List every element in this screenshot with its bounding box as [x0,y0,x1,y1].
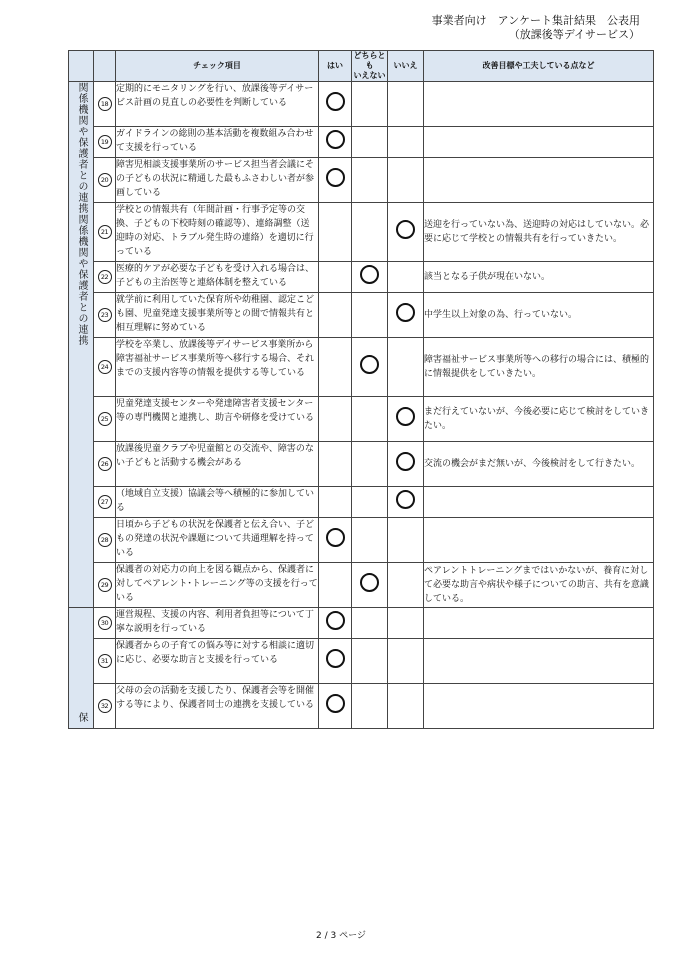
answer-no-cell [388,442,424,487]
header-yes: はい [319,51,352,82]
checklist-table [68,50,654,729]
answer-yes-cell [319,518,352,563]
answer-neutral-cell [352,293,388,338]
item-number-circle: 31 [98,654,112,668]
answer-no-cell [388,518,424,563]
check-item-text: 就学前に利用していた保育所や幼稚園、認定こども園、児童発達支援事業所等との間で情報共有と相互理解に努めている [116,293,319,338]
check-item-text: 運営規程、支援の内容、利用者負担等について丁寧な説明を行っている [116,608,319,639]
table-row [69,203,654,262]
document-title: 事業者向け アンケート集計結果 公表用 [431,14,640,27]
item-number [94,563,116,608]
answer-circle-mark [360,265,379,284]
table-row [69,563,654,608]
answer-no-cell [388,563,424,608]
improvement-note: 該当となる子供が現在いない。 [424,262,654,293]
answer-yes-cell [319,487,352,518]
item-number [94,82,116,127]
answer-yes-cell [319,563,352,608]
answer-neutral-cell [352,487,388,518]
item-number [94,397,116,442]
check-item-text: 日頃から子どもの状況を保護者と伝え合い、子どもの発達の状況や課題について共通理解を持っている [116,518,319,563]
answer-yes-cell [319,127,352,158]
answer-circle-mark [326,611,345,630]
answer-no-cell [388,639,424,684]
table-row [69,639,654,684]
answer-neutral-cell [352,262,388,293]
item-number [94,518,116,563]
item-number-circle: 18 [98,97,112,111]
item-number [94,639,116,684]
item-number [94,203,116,262]
item-number-circle: 20 [98,173,112,187]
check-item-text: 定期的にモニタリングを行い、放課後等デイサービス計画の見直しの必要性を判断している [116,82,319,127]
check-item-text: 父母の会の活動を支援したり、保護者会等を開催する等により、保護者同士の連携を支援している [116,684,319,729]
header-row [69,51,654,82]
table-row [69,608,654,639]
check-item-text: （地域自立支援）協議会等へ積極的に参加している [116,487,319,518]
item-number [94,262,116,293]
header-blank-num [94,51,116,82]
improvement-note [424,518,654,563]
item-number-circle: 28 [98,533,112,547]
category-label: 保 [76,712,87,723]
answer-neutral-cell [352,158,388,203]
category-cell-guardians [69,608,94,729]
document-subtitle: （放課後等デイサービス） [508,28,640,41]
answer-circle-mark [396,407,415,426]
page-number: 2 / 3 ページ [316,931,366,941]
answer-neutral-cell [352,127,388,158]
item-number-circle: 30 [98,616,112,630]
answer-yes-cell [319,158,352,203]
answer-neutral-cell [352,639,388,684]
table-row [69,338,654,397]
header-notes: 改善目標や工夫している点など [424,51,654,82]
improvement-note [424,684,654,729]
item-number-circle: 27 [98,495,112,509]
answer-circle-mark [326,92,345,111]
answer-no-cell [388,608,424,639]
table-row [69,158,654,203]
improvement-note: 障害福祉サービス事業所等への移行の場合には、積極的に情報提供をしていきたい。 [424,338,654,397]
answer-no-cell [388,684,424,729]
answer-yes-cell [319,397,352,442]
answer-yes-cell [319,262,352,293]
answer-yes-cell [319,684,352,729]
table-row [69,293,654,338]
item-number-circle: 24 [98,360,112,374]
answer-circle-mark [396,490,415,509]
item-number-circle: 26 [98,457,112,471]
table-row [69,518,654,563]
item-number-circle: 22 [98,270,112,284]
answer-circle-mark [326,528,345,547]
answer-no-cell [388,158,424,203]
answer-yes-cell [319,338,352,397]
answer-neutral-cell [352,608,388,639]
answer-neutral-cell [352,338,388,397]
answer-circle-mark [360,355,379,374]
header-item: チェック項目 [116,51,319,82]
answer-yes-cell [319,293,352,338]
answer-no-cell [388,293,424,338]
item-number [94,127,116,158]
item-number [94,338,116,397]
item-number [94,293,116,338]
answer-circle-mark [396,220,415,239]
item-number-circle: 29 [98,578,112,592]
improvement-note [424,158,654,203]
answer-no-cell [388,82,424,127]
answer-no-cell [388,203,424,262]
item-number [94,442,116,487]
improvement-note [424,487,654,518]
improvement-note [424,82,654,127]
answer-neutral-cell [352,518,388,563]
answer-no-cell [388,127,424,158]
table-row [69,82,654,127]
answer-yes-cell [319,442,352,487]
answer-circle-mark [326,694,345,713]
item-number [94,684,116,729]
answer-circle-mark [396,452,415,471]
answer-neutral-cell [352,563,388,608]
improvement-note: 中学生以上対象の為、行っていない。 [424,293,654,338]
check-item-text: 学校を卒業し、放課後等デイサービス事業所から障害福祉サービス事業所等へ移行する場合、それまでの支援内容等の情報を提供する等している [116,338,319,397]
answer-no-cell [388,397,424,442]
improvement-note [424,639,654,684]
improvement-note: 交流の機会がまだ無いが、今後検討をして行きたい。 [424,442,654,487]
answer-neutral-cell [352,82,388,127]
check-item-text: 障害児相談支援事業所のサービス担当者会議にその子どもの状況に精通した最もふさわしい者が参画している [116,158,319,203]
category-cell-collaboration [69,82,94,608]
answer-circle-mark [326,130,345,149]
table-row [69,262,654,293]
check-item-text: 放課後児童クラブや児童館との交流や、障害のない子どもと活動する機会がある [116,442,319,487]
item-number [94,608,116,639]
improvement-note: ペアレントトレーニングまではいかないが、養育に対して必要な助言や病状や様子についての助言、共有を意識している。 [424,563,654,608]
answer-yes-cell [319,82,352,127]
answer-neutral-cell [352,684,388,729]
answer-circle-mark [360,573,379,592]
answer-neutral-cell [352,442,388,487]
item-number [94,158,116,203]
item-number-circle: 23 [98,308,112,322]
table-row [69,397,654,442]
header-blank [69,51,94,82]
improvement-note: まだ行えていないが、今後必要に応じて検討をしていきたい。 [424,397,654,442]
answer-no-cell [388,338,424,397]
answer-yes-cell [319,639,352,684]
answer-no-cell [388,487,424,518]
table-row [69,487,654,518]
header-neutral: どちらとも いえない [353,51,386,80]
answer-circle-mark [326,168,345,187]
check-item-text: 保護者の対応力の向上を図る観点から、保護者に対してペアレント･トレーニング等の支援を行っている [116,563,319,608]
answer-no-cell [388,262,424,293]
improvement-note: 送迎を行っていない為、送迎時の対応はしていない。必要に応じて学校との情報共有を行っていきたい。 [424,203,654,262]
check-item-text: 学校との情報共有（年間計画・行事予定等の交換、子どもの下校時刻の確認等）、連絡調整（送迎時の対応、トラブル発生時の連絡）を適切に行っている [116,203,319,262]
category-label: 関係機関や保護者との連携関係機関や保護者との連携 [76,82,87,346]
answer-yes-cell [319,203,352,262]
check-item-text: 児童発達支援センターや発達障害者支援センター等の専門機関と連携し、助言や研修を受けている [116,397,319,442]
item-number-circle: 19 [98,135,112,149]
improvement-note [424,608,654,639]
item-number-circle: 21 [98,225,112,239]
table-row [69,442,654,487]
item-number-circle: 32 [98,699,112,713]
header-no: いいえ [388,51,424,82]
item-number-circle: 25 [98,412,112,426]
answer-circle-mark [326,649,345,668]
answer-neutral-cell [352,203,388,262]
answer-circle-mark [396,303,415,322]
improvement-note [424,127,654,158]
item-number [94,487,116,518]
check-item-text: ガイドラインの総則の基本活動を複数組み合わせて支援を行っている [116,127,319,158]
table-row [69,684,654,729]
answer-neutral-cell [352,397,388,442]
check-item-text: 保護者からの子育ての悩み等に対する相談に適切に応じ、必要な助言と支援を行っている [116,639,319,684]
table-row [69,127,654,158]
check-item-text: 医療的ケアが必要な子どもを受け入れる場合は、子どもの主治医等と連絡体制を整えている [116,262,319,293]
answer-yes-cell [319,608,352,639]
